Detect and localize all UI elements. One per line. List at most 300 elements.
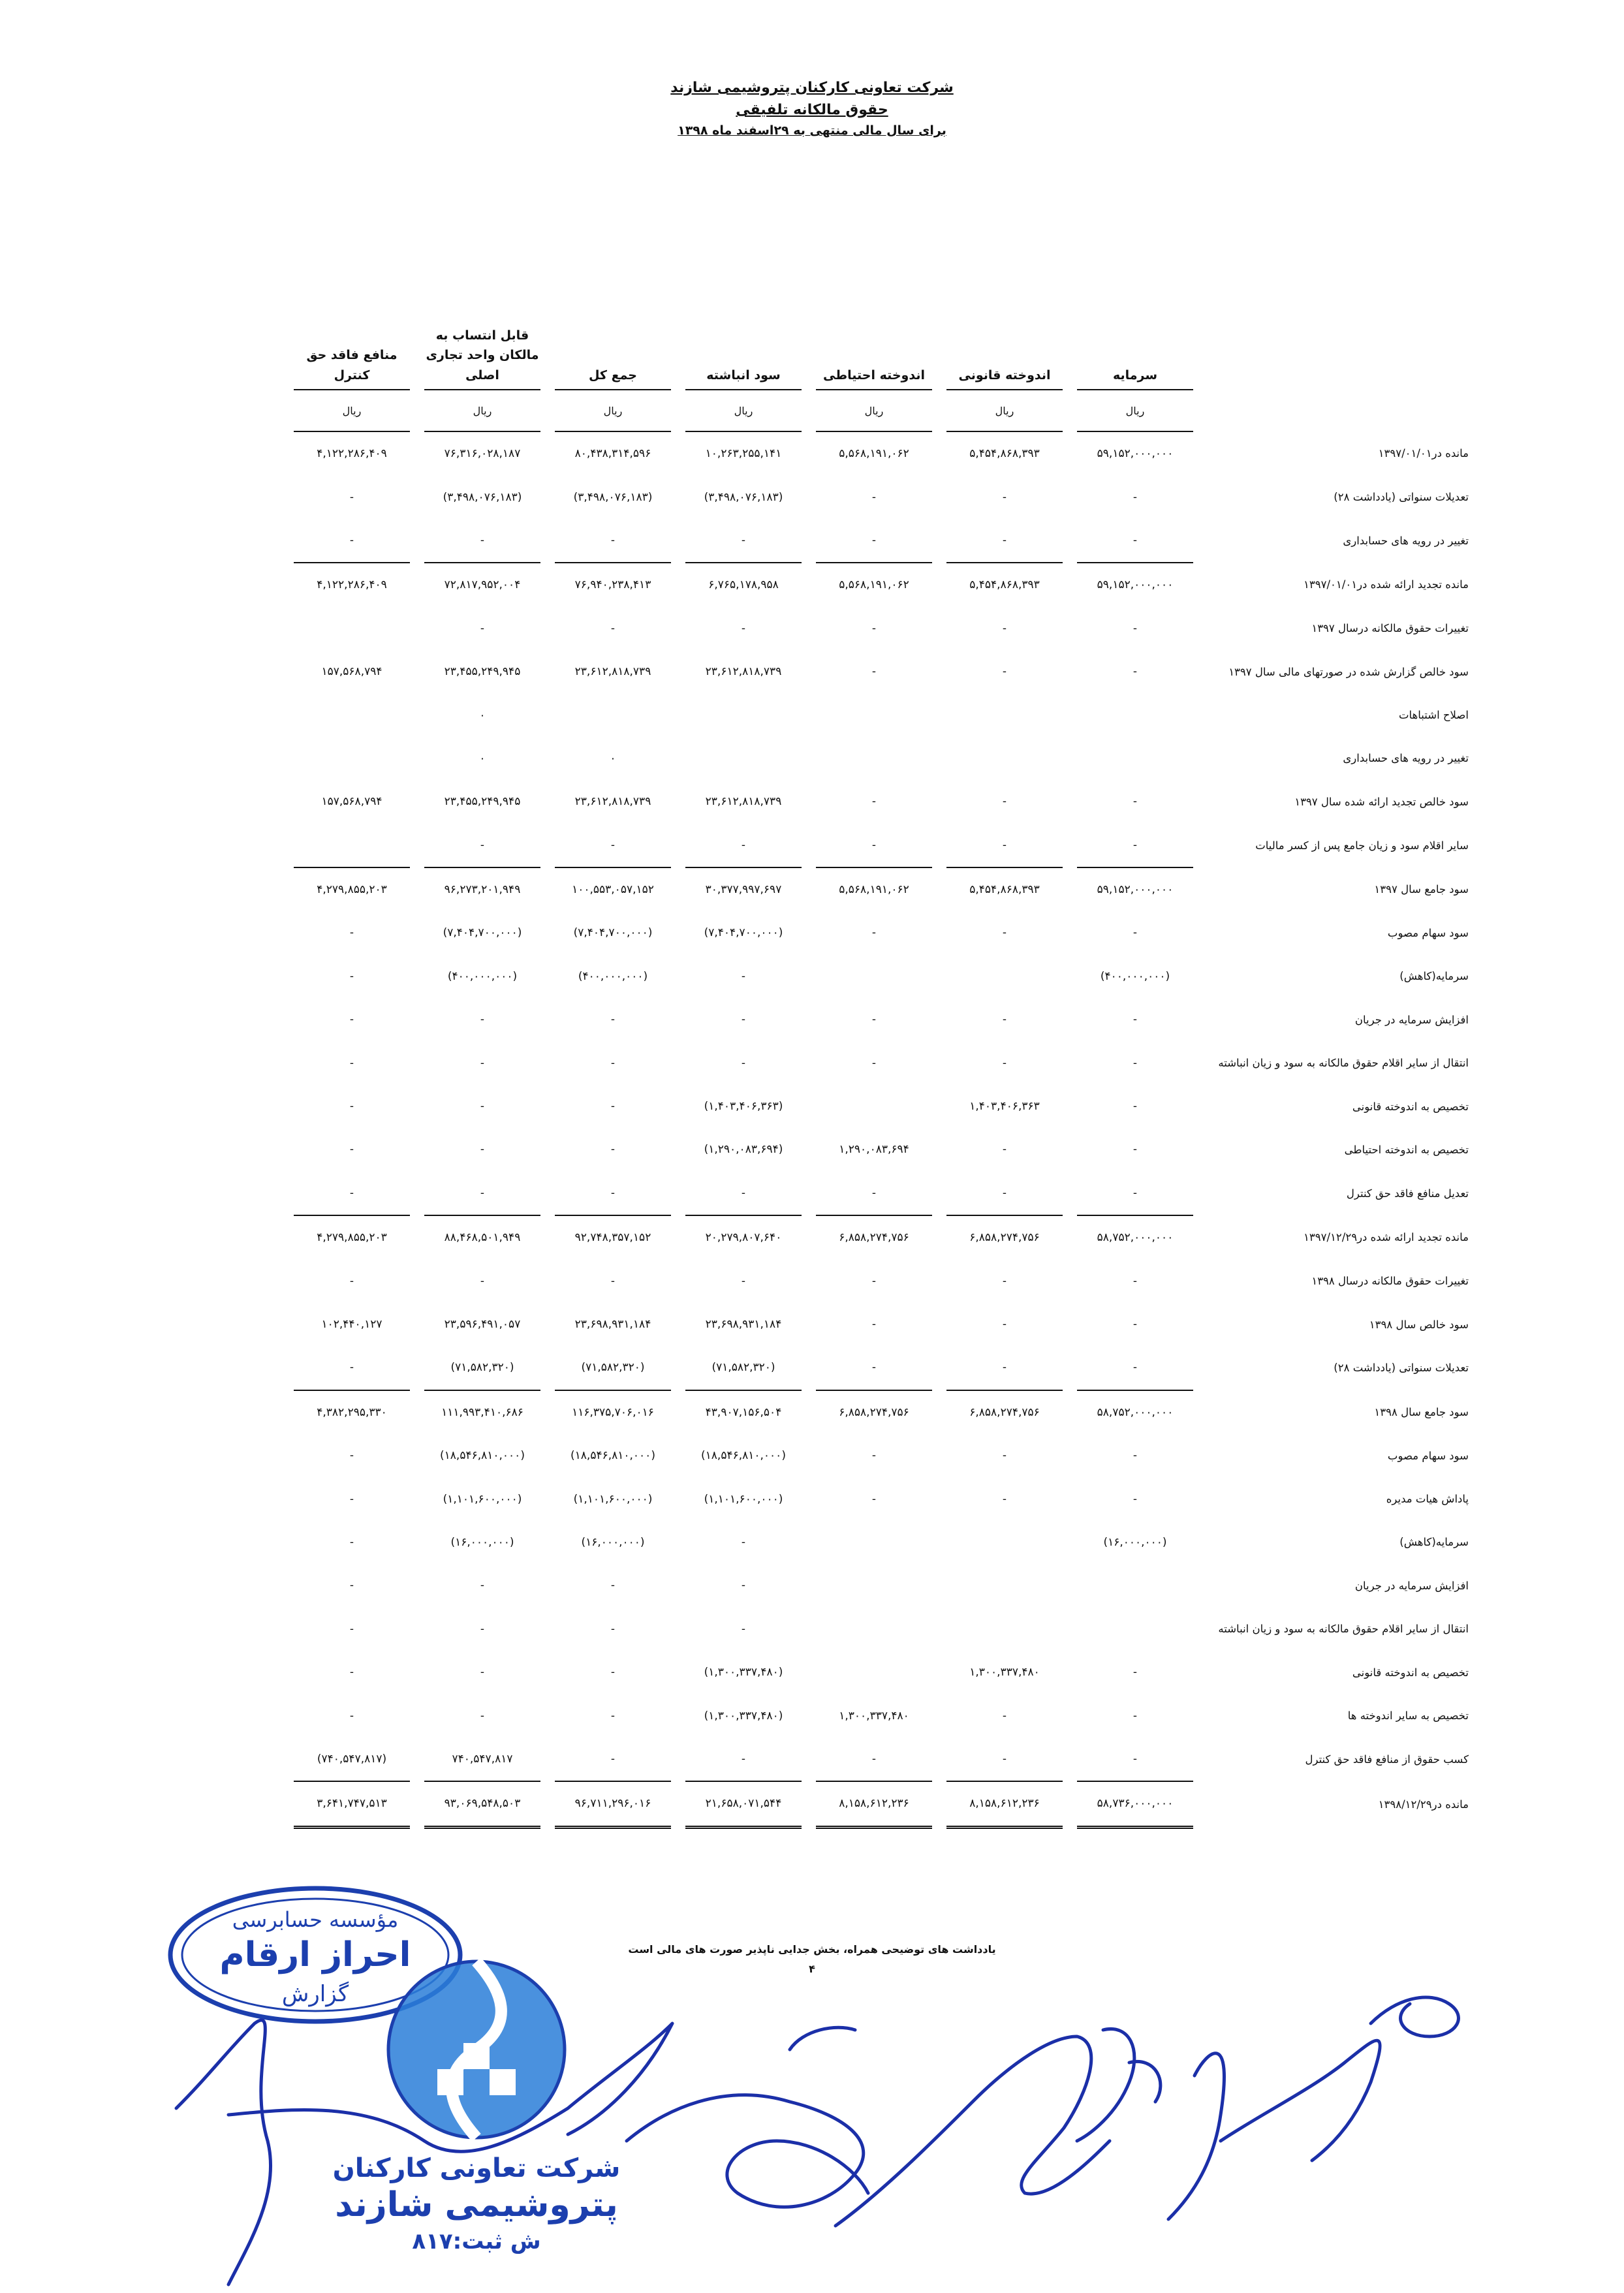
table-cell: - xyxy=(1132,665,1138,679)
table-cell: - xyxy=(1132,838,1138,852)
column-gap xyxy=(540,911,555,954)
column-gap xyxy=(932,780,946,823)
table-cell: (۱۶,۰۰۰,۰۰۰) xyxy=(581,1535,645,1549)
column-gap xyxy=(410,390,424,431)
table-cell xyxy=(816,693,932,736)
column-gap xyxy=(1063,307,1077,390)
table-cell: (۷,۴۰۴,۷۰۰,۰۰۰) xyxy=(573,926,653,940)
column-gap xyxy=(540,1346,555,1390)
column-gap xyxy=(1063,431,1077,475)
column-gap xyxy=(540,431,555,475)
column-gap xyxy=(802,1215,816,1259)
table-cell: ۴,۳۸۲,۲۹۵,۳۳۰ xyxy=(294,1390,410,1434)
column-gap xyxy=(410,867,424,911)
unit-row xyxy=(294,390,1474,431)
column-gap xyxy=(932,1303,946,1346)
table-row xyxy=(294,1215,1474,1259)
currency-unit: ریال xyxy=(294,390,410,431)
table-cell: ۲۳,۶۹۸,۹۳۱,۱۸۴ xyxy=(574,1318,651,1331)
table-cell: ۱۰,۲۶۳,۲۵۵,۱۴۱ xyxy=(705,447,782,461)
table-cell: - xyxy=(480,1100,485,1114)
column-gap xyxy=(410,475,424,518)
table-cell: ۲۳,۴۵۵,۲۴۹,۹۴۵ xyxy=(444,665,521,679)
column-gap xyxy=(540,519,555,563)
column-gap xyxy=(410,737,424,780)
table-cell: (۱۸,۵۴۶,۸۱۰,۰۰۰) xyxy=(701,1449,786,1463)
table-cell: - xyxy=(480,838,485,852)
table-cell: (۱,۱۰۱,۶۰۰,۰۰۰) xyxy=(443,1492,522,1506)
column-gap xyxy=(802,737,816,780)
table-cell: - xyxy=(610,1143,616,1157)
currency-unit: ریال xyxy=(555,390,671,431)
column-gap xyxy=(932,1521,946,1564)
footnote-text: یادداشت های توضیحی همراه، بخش جدایی ناپذیر صورت های مالی است xyxy=(628,1943,996,1956)
column-gap xyxy=(671,390,685,431)
column-gap xyxy=(671,1041,685,1084)
column-gap xyxy=(410,1215,424,1259)
column-gap xyxy=(540,1434,555,1477)
column-gap xyxy=(671,1259,685,1302)
table-cell: ۷۴۰,۵۴۷,۸۱۷ xyxy=(452,1752,513,1766)
column-gap xyxy=(540,650,555,693)
column-gap xyxy=(932,824,946,867)
column-gap xyxy=(1063,563,1077,606)
table-cell: - xyxy=(1002,533,1007,547)
column-gap xyxy=(1063,955,1077,998)
table-cell: - xyxy=(1132,533,1138,547)
column-gap xyxy=(671,1172,685,1215)
table-cell: ۵۸,۷۵۲,۰۰۰,۰۰۰ xyxy=(1077,1390,1193,1434)
column-gap xyxy=(802,390,816,431)
column-gap xyxy=(802,1259,816,1302)
table-row xyxy=(294,911,1474,954)
table-cell: (۱۸,۵۴۶,۸۱۰,۰۰۰) xyxy=(570,1449,655,1463)
table-cell: (۴۰۰,۰۰۰,۰۰۰) xyxy=(1100,969,1170,983)
table-cell: ۰ xyxy=(479,751,486,765)
column-gap xyxy=(540,824,555,867)
table-cell: - xyxy=(1132,1361,1138,1375)
column-gap xyxy=(671,1608,685,1651)
column-gap xyxy=(671,780,685,823)
column-gap xyxy=(410,519,424,563)
table-cell: - xyxy=(871,1318,877,1331)
table-cell: (۴۰۰,۰۰۰,۰۰۰) xyxy=(447,969,518,983)
table-cell: ۴,۱۲۲,۲۸۶,۴۰۹ xyxy=(294,563,410,606)
table-cell xyxy=(294,737,410,780)
table-cell: (۱,۳۰۰,۳۳۷,۴۸۰) xyxy=(704,1709,783,1723)
column-gap xyxy=(1063,607,1077,650)
row-label: تخصیص به سایر اندوخته ها xyxy=(1347,1709,1469,1723)
table-row xyxy=(294,824,1474,867)
table-cell: ۱۱۱,۹۹۳,۴۱۰,۶۸۶ xyxy=(424,1390,540,1434)
table-cell: (۱,۳۰۰,۳۳۷,۴۸۰) xyxy=(704,1666,783,1679)
table-cell: - xyxy=(610,1056,616,1070)
column-gap xyxy=(802,1477,816,1520)
table-cell: ۶,۸۵۸,۲۷۴,۷۵۶ xyxy=(946,1390,1063,1434)
company-name: شرکت تعاونی کارکنان پتروشیمی شازند xyxy=(670,80,954,96)
table-cell: (۳,۴۹۸,۰۷۶,۱۸۳) xyxy=(704,490,783,504)
column-gap xyxy=(540,1651,555,1694)
column-gap xyxy=(802,1041,816,1084)
column-gap xyxy=(1063,1608,1077,1651)
table-row xyxy=(294,1390,1474,1434)
column-gap xyxy=(540,1085,555,1128)
column-gap xyxy=(1063,737,1077,780)
column-gap xyxy=(932,1085,946,1128)
table-row xyxy=(294,607,1474,650)
table-cell: ۵۸,۷۳۶,۰۰۰,۰۰۰ xyxy=(1077,1781,1193,1827)
column-gap xyxy=(932,563,946,606)
column-gap xyxy=(1063,1694,1077,1737)
table-cell: - xyxy=(871,621,877,635)
table-cell xyxy=(816,1564,932,1607)
signature-4 xyxy=(1168,2040,1380,2219)
table-cell xyxy=(1077,693,1193,736)
table-row xyxy=(294,1346,1474,1390)
row-label: تعدیلات سنواتی (یادداشت ۲۸) xyxy=(1334,1362,1469,1375)
column-gap xyxy=(802,867,816,911)
column-gap xyxy=(1063,1172,1077,1215)
column-gap xyxy=(410,1303,424,1346)
table-cell: - xyxy=(871,490,877,504)
column-gap xyxy=(802,955,816,998)
column-gap xyxy=(802,1738,816,1781)
table-cell: - xyxy=(349,926,354,940)
table-cell: - xyxy=(349,1535,354,1549)
table-cell: ۲۳,۴۵۵,۲۴۹,۹۴۵ xyxy=(444,795,521,809)
column-gap xyxy=(671,737,685,780)
table-cell: - xyxy=(349,1361,354,1375)
table-cell: - xyxy=(610,533,616,547)
column-gap xyxy=(932,911,946,954)
currency-unit: ریال xyxy=(946,390,1063,431)
table-cell: - xyxy=(349,1143,354,1157)
table-cell: ۲۰,۲۷۹,۸۰۷,۶۴۰ xyxy=(685,1215,802,1259)
column-gap xyxy=(671,1521,685,1564)
column-gap xyxy=(802,1608,816,1651)
table-cell: - xyxy=(741,1056,746,1070)
table-cell: - xyxy=(1132,1186,1138,1200)
table-cell: (۱,۱۰۱,۶۰۰,۰۰۰) xyxy=(573,1492,653,1506)
table-cell: - xyxy=(349,1013,354,1027)
table-cell: (۴۰۰,۰۰۰,۰۰۰) xyxy=(578,969,648,983)
row-label: تغییرات حقوق مالکانه درسال ۱۳۹۷ xyxy=(1311,622,1469,635)
column-gap xyxy=(932,693,946,736)
column-gap xyxy=(802,607,816,650)
table-cell: - xyxy=(349,1186,354,1200)
table-cell: - xyxy=(1002,1056,1007,1070)
table-cell: ۰ xyxy=(479,708,486,722)
table-cell: - xyxy=(1002,621,1007,635)
column-gap xyxy=(671,650,685,693)
column-gap xyxy=(1063,1259,1077,1302)
column-gap xyxy=(1063,1041,1077,1084)
table-cell: - xyxy=(871,1056,877,1070)
column-gap xyxy=(671,475,685,518)
table-cell: - xyxy=(1002,1492,1007,1506)
column-gap xyxy=(1063,911,1077,954)
table-row xyxy=(294,867,1474,911)
column-gap xyxy=(932,867,946,911)
auditor-stamp-line1: مؤسسه حسابرسی xyxy=(232,1907,399,1932)
table-cell: - xyxy=(610,1622,616,1636)
column-gap xyxy=(932,607,946,650)
table-cell: ۸,۱۵۸,۶۱۲,۲۳۶ xyxy=(816,1781,932,1827)
table-cell xyxy=(946,1564,1063,1607)
column-gap xyxy=(1063,1781,1077,1827)
table-cell: (۱۶,۰۰۰,۰۰۰) xyxy=(450,1535,514,1549)
table-cell: - xyxy=(1002,1361,1007,1375)
table-row xyxy=(294,1477,1474,1520)
table-cell: - xyxy=(741,1013,746,1027)
column-gap xyxy=(1063,1477,1077,1520)
column-gap xyxy=(540,1390,555,1434)
column-gap xyxy=(932,1651,946,1694)
column-gap xyxy=(802,1564,816,1607)
column-gap xyxy=(540,1521,555,1564)
table-cell: ۶,۸۵۸,۲۷۴,۷۵۶ xyxy=(816,1215,932,1259)
row-label: تخصیص به اندوخته قانونی xyxy=(1352,1666,1469,1679)
column-gap xyxy=(671,607,685,650)
table-cell: - xyxy=(610,1013,616,1027)
table-cell: - xyxy=(610,1666,616,1679)
table-cell: - xyxy=(610,1579,616,1593)
column-gap xyxy=(540,693,555,736)
table-row xyxy=(294,1781,1474,1827)
column-gap xyxy=(1063,1390,1077,1434)
row-label: سود خالص سال ۱۳۹۸ xyxy=(1369,1318,1469,1331)
table-cell: ۵۹,۱۵۲,۰۰۰,۰۰۰ xyxy=(1097,447,1174,461)
column-gap xyxy=(671,1651,685,1694)
column-gap xyxy=(802,1128,816,1171)
column-gap xyxy=(671,1085,685,1128)
column-gap xyxy=(410,1346,424,1390)
table-cell: - xyxy=(871,795,877,809)
table-cell: - xyxy=(1002,490,1007,504)
column-gap xyxy=(410,1738,424,1781)
table-cell: - xyxy=(349,490,354,504)
table-cell: - xyxy=(741,1622,746,1636)
table-cell: - xyxy=(349,1666,354,1679)
column-gap xyxy=(802,1781,816,1827)
table-cell: - xyxy=(480,1579,485,1593)
column-gap xyxy=(802,563,816,606)
table-cell: - xyxy=(610,621,616,635)
table-cell: - xyxy=(1002,1318,1007,1331)
row-label: مانده تجدید ارائه شده در۱۳۹۷/۱۲/۲۹ xyxy=(1304,1231,1469,1244)
table-cell: - xyxy=(1002,1143,1007,1157)
column-gap xyxy=(671,1303,685,1346)
column-gap xyxy=(671,1564,685,1607)
column-gap xyxy=(1063,390,1077,431)
column-gap xyxy=(671,693,685,736)
column-gap xyxy=(671,1434,685,1477)
table-cell xyxy=(294,693,410,736)
column-gap xyxy=(671,431,685,475)
table-cell: - xyxy=(480,1622,485,1636)
column-gap xyxy=(410,1041,424,1084)
row-label: تغییر در رویه های حسابداری xyxy=(1343,752,1469,765)
table-cell: - xyxy=(480,1274,485,1288)
company-stamp-line3: ش ثبت:۸۱۷ xyxy=(412,2228,541,2254)
table-cell xyxy=(685,693,802,736)
table-cell: ۱۱۶,۳۷۵,۷۰۶,۰۱۶ xyxy=(555,1390,671,1434)
column-gap xyxy=(410,911,424,954)
equity-table xyxy=(294,307,1474,1829)
table-cell: (۳,۴۹۸,۰۷۶,۱۸۳) xyxy=(443,490,522,504)
table-cell: (۷۱,۵۸۲,۳۲۰) xyxy=(711,1361,775,1375)
table-cell: - xyxy=(1002,1752,1007,1766)
table-cell: - xyxy=(349,1274,354,1288)
column-gap xyxy=(540,780,555,823)
table-cell: ۲۳,۶۱۲,۸۱۸,۷۳۹ xyxy=(574,665,651,679)
table-cell: - xyxy=(480,1666,485,1679)
table-cell: ۹۲,۷۴۸,۳۵۷,۱۵۲ xyxy=(555,1215,671,1259)
column-gap xyxy=(410,998,424,1041)
table-row xyxy=(294,737,1474,780)
column-gap xyxy=(671,824,685,867)
table-cell: - xyxy=(871,926,877,940)
row-label: تخصیص به اندوخته احتیاطی xyxy=(1344,1143,1469,1156)
row-label: سایر اقلام سود و زیان جامع پس از کسر مالیات xyxy=(1255,839,1469,852)
table-cell: - xyxy=(741,533,746,547)
column-gap xyxy=(932,390,946,431)
column-header: منافع فاقد حق کنترل xyxy=(294,307,410,390)
column-gap xyxy=(1063,1303,1077,1346)
column-gap xyxy=(802,475,816,518)
column-gap xyxy=(540,955,555,998)
column-gap xyxy=(540,390,555,431)
table-cell: - xyxy=(1132,621,1138,635)
column-gap xyxy=(1063,693,1077,736)
row-label: مانده تجدید ارائه شده در۱۳۹۷/۰۱/۰۱ xyxy=(1304,578,1469,591)
table-cell: ۱,۳۰۰,۳۳۷,۴۸۰ xyxy=(969,1666,1040,1679)
table-cell xyxy=(816,737,932,780)
column-header: سود انباشته xyxy=(685,307,802,390)
column-gap xyxy=(671,998,685,1041)
table-cell: ۲۳,۶۱۲,۸۱۸,۷۳۹ xyxy=(705,665,782,679)
table-cell xyxy=(946,1608,1063,1651)
column-gap xyxy=(540,1128,555,1171)
column-gap xyxy=(410,1651,424,1694)
row-label: تعدیلات سنواتی (یادداشت ۲۸) xyxy=(1334,491,1469,504)
table-cell: ۶,۸۵۸,۲۷۴,۷۵۶ xyxy=(816,1390,932,1434)
table-cell: - xyxy=(741,621,746,635)
table-cell: - xyxy=(1132,1274,1138,1288)
table-cell: ۸,۱۵۸,۶۱۲,۲۳۶ xyxy=(946,1781,1063,1827)
column-gap xyxy=(932,1390,946,1434)
column-gap xyxy=(932,1781,946,1827)
table-cell xyxy=(946,737,1063,780)
column-header: سرمایه xyxy=(1077,307,1193,390)
table-row xyxy=(294,1564,1474,1607)
table-cell: - xyxy=(741,838,746,852)
table-cell xyxy=(1077,737,1193,780)
table-cell: - xyxy=(1002,1274,1007,1288)
table-cell: - xyxy=(1132,1752,1138,1766)
column-header: جمع کل xyxy=(555,307,671,390)
column-gap xyxy=(932,1564,946,1607)
column-gap xyxy=(410,955,424,998)
column-gap xyxy=(540,867,555,911)
table-cell: - xyxy=(1132,926,1138,940)
column-gap xyxy=(671,1694,685,1737)
row-label: تغییر در رویه های حسابداری xyxy=(1343,534,1469,547)
table-row xyxy=(294,1303,1474,1346)
table-cell: - xyxy=(741,1274,746,1288)
table-cell: - xyxy=(1132,1492,1138,1506)
signatures xyxy=(150,1945,1508,2291)
table-cell: ۱,۳۰۰,۳۳۷,۴۸۰ xyxy=(839,1709,909,1723)
column-gap xyxy=(1063,1434,1077,1477)
statement-period: برای سال مالی منتهی به ۲۹اسفند ماه ۱۳۹۸ xyxy=(678,123,946,138)
column-gap xyxy=(410,431,424,475)
row-label: سود سهام مصوب xyxy=(1387,1449,1469,1462)
table-cell: ۵,۵۶۸,۱۹۱,۰۶۲ xyxy=(816,867,932,911)
row-label: انتقال از سایر اقلام حقوق مالکانه به سود و زیان انباشته xyxy=(1218,1057,1469,1070)
table-cell: - xyxy=(480,1013,485,1027)
column-gap xyxy=(410,607,424,650)
column-gap xyxy=(410,1608,424,1651)
table-cell: ۱۰۲,۴۴۰,۱۲۷ xyxy=(321,1318,383,1331)
table-cell xyxy=(294,824,410,867)
column-gap xyxy=(410,1172,424,1215)
column-gap xyxy=(1063,867,1077,911)
table-cell: (۱۶,۰۰۰,۰۰۰) xyxy=(1103,1535,1167,1549)
column-gap xyxy=(932,650,946,693)
table-row xyxy=(294,563,1474,606)
column-gap xyxy=(540,1694,555,1737)
column-gap xyxy=(802,911,816,954)
column-gap xyxy=(540,1041,555,1084)
table-cell xyxy=(816,1608,932,1651)
table-cell: ۴,۲۷۹,۸۵۵,۲۰۳ xyxy=(294,1215,410,1259)
table-cell: - xyxy=(1002,1709,1007,1723)
table-cell: - xyxy=(1132,1709,1138,1723)
table-cell: - xyxy=(480,1709,485,1723)
column-gap xyxy=(1063,1564,1077,1607)
table-cell: - xyxy=(1132,490,1138,504)
table-cell: (۱,۱۰۱,۶۰۰,۰۰۰) xyxy=(704,1492,783,1506)
table-cell: - xyxy=(349,1709,354,1723)
currency-unit: ریال xyxy=(685,390,802,431)
column-gap xyxy=(410,650,424,693)
table-cell: ۸۸,۴۶۸,۵۰۱,۹۴۹ xyxy=(424,1215,540,1259)
column-header: قابل انتساب به مالکان واحد تجاری اصلی xyxy=(424,307,540,390)
column-gap xyxy=(1063,1738,1077,1781)
column-gap xyxy=(932,431,946,475)
statement-title: حقوق مالکانه تلفیقی xyxy=(736,102,888,119)
auditor-stamp-line2: احراز ارقام xyxy=(219,1935,411,1974)
signature-5 xyxy=(1371,1997,1458,2036)
currency-unit: ریال xyxy=(816,390,932,431)
column-gap xyxy=(410,1128,424,1171)
table-cell: - xyxy=(349,1449,354,1463)
table-cell: - xyxy=(349,1056,354,1070)
column-gap xyxy=(410,307,424,390)
column-gap xyxy=(1063,475,1077,518)
column-gap xyxy=(1063,780,1077,823)
column-gap xyxy=(540,998,555,1041)
table-row xyxy=(294,1041,1474,1084)
table-cell: ۲۳,۶۱۲,۸۱۸,۷۳۹ xyxy=(705,795,782,809)
table-cell: - xyxy=(871,533,877,547)
column-gap xyxy=(932,307,946,390)
column-gap xyxy=(671,307,685,390)
column-gap xyxy=(410,780,424,823)
column-gap xyxy=(540,1259,555,1302)
company-stamp-line2: پتروشیمی شازند xyxy=(335,2185,618,2224)
